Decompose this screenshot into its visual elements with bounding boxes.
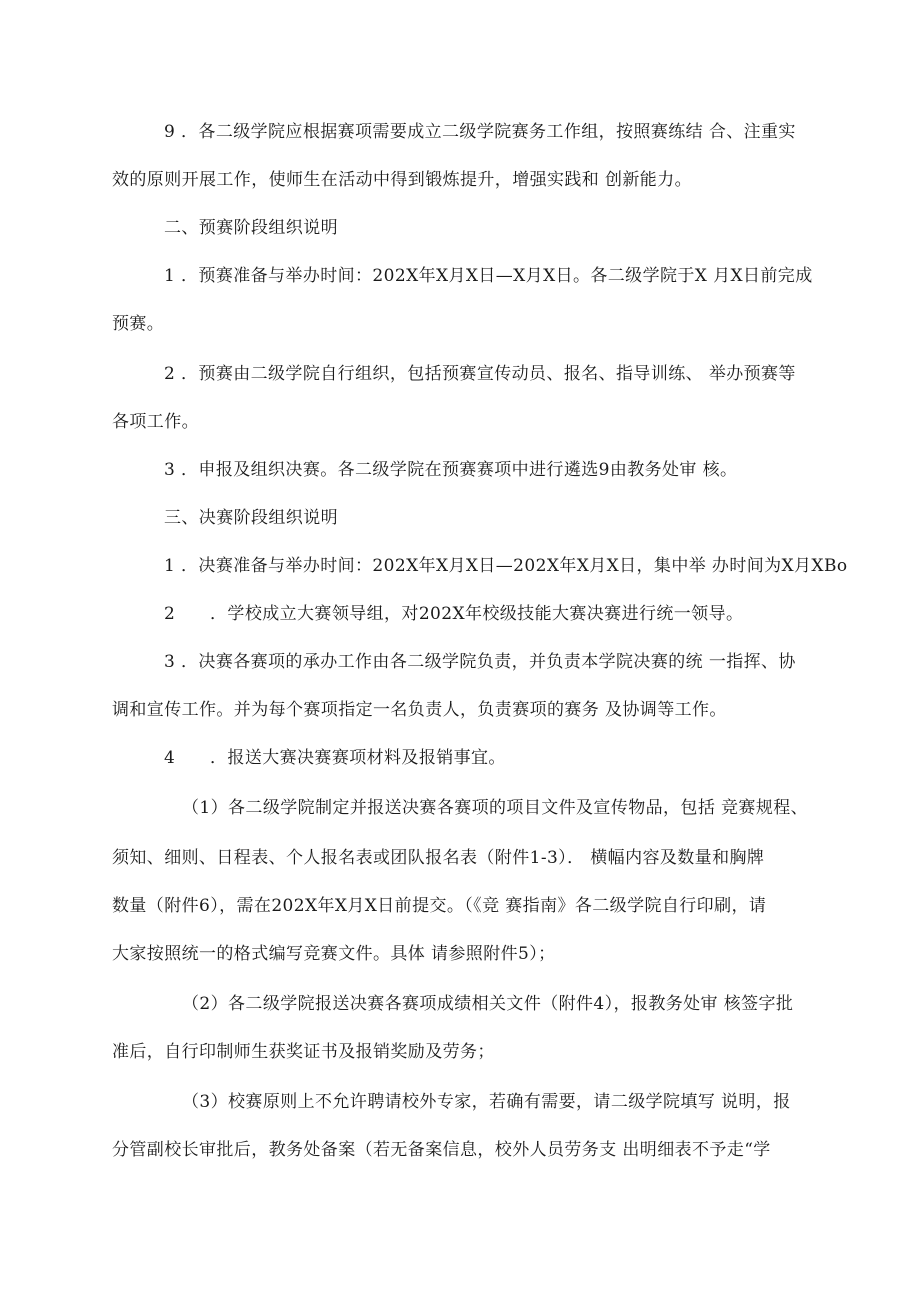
paragraph-line: 准后，自行印制师生获奖证书及报销奖励及劳务； (112, 1042, 495, 1062)
paragraph-line: 预赛。 (112, 314, 165, 334)
paragraph-line: 1 ．预赛准备与举办时间：202X年X月X日—X月X日。各二级学院于X 月X日前完成 (164, 266, 813, 286)
paragraph-line: 数量（附件6），需在202X年X月X日前提交。（《竞 赛指南》各二级学院自行印刷，请 (112, 896, 767, 916)
paragraph-line: 4 ．报送大赛决赛赛项材料及报销事宜。 (164, 748, 506, 768)
section-heading: 二、预赛阶段组织说明 (164, 218, 338, 238)
section-heading: 三、决赛阶段组织说明 (164, 508, 338, 528)
paragraph-line: 分管副校长审批后，教务处备案（若无备案信息，校外人员劳务支 出明细表不予走“学 (112, 1140, 771, 1160)
paragraph-line: 3 ．申报及组织决赛。各二级学院在预赛赛项中进行遴选9由教务处审 核。 (164, 460, 738, 480)
paragraph-line: 2 ．学校成立大赛领导组，对202X年校级技能大赛决赛进行统一领导。 (164, 604, 744, 624)
paragraph-line: （2）各二级学院报送决赛各赛项成绩相关文件（附件4），报教务处审 核签字批 (182, 994, 794, 1014)
paragraph-line: 1 ．决赛准备与举办时间：202X年X月X日—202X年X月X日，集中举 办时间为X月XBo (164, 556, 848, 576)
paragraph-line: 须知、细则、日程表、个人报名表或团队报名表（附件1-3）． 横幅内容及数量和胸牌 (112, 848, 765, 868)
paragraph-line: （1）各二级学院制定并报送决赛各赛项的项目文件及宣传物品，包括 竞赛规程、 (182, 798, 809, 818)
paragraph-line: 9 ．各二级学院应根据赛项需要成立二级学院赛务工作组，按照赛练结 合、注重实 (164, 122, 796, 142)
paragraph-line: 效的原则开展工作，使师生在活动中得到锻炼提升，增强实践和 创新能力。 (112, 170, 693, 190)
paragraph-line: 大家按照统一的格式编写竞赛文件。具体 请参照附件5）； (112, 944, 556, 964)
paragraph-line: 3 ．决赛各赛项的承办工作由各二级学院负责，并负责本学院决赛的统 一指挥、协 (164, 652, 796, 672)
paragraph-line: 各项工作。 (112, 412, 199, 432)
paragraph-line: 调和宣传工作。并为每个赛项指定一名负责人，负责赛项的赛务 及协调等工作。 (112, 700, 727, 720)
paragraph-line: 2 ．预赛由二级学院自行组织，包括预赛宣传动员、报名、指导训练、 举办预赛等 (164, 364, 796, 384)
paragraph-line: （3）校赛原则上不允许聘请校外专家，若确有需要，请二级学院填写 说明，报 (182, 1092, 791, 1112)
